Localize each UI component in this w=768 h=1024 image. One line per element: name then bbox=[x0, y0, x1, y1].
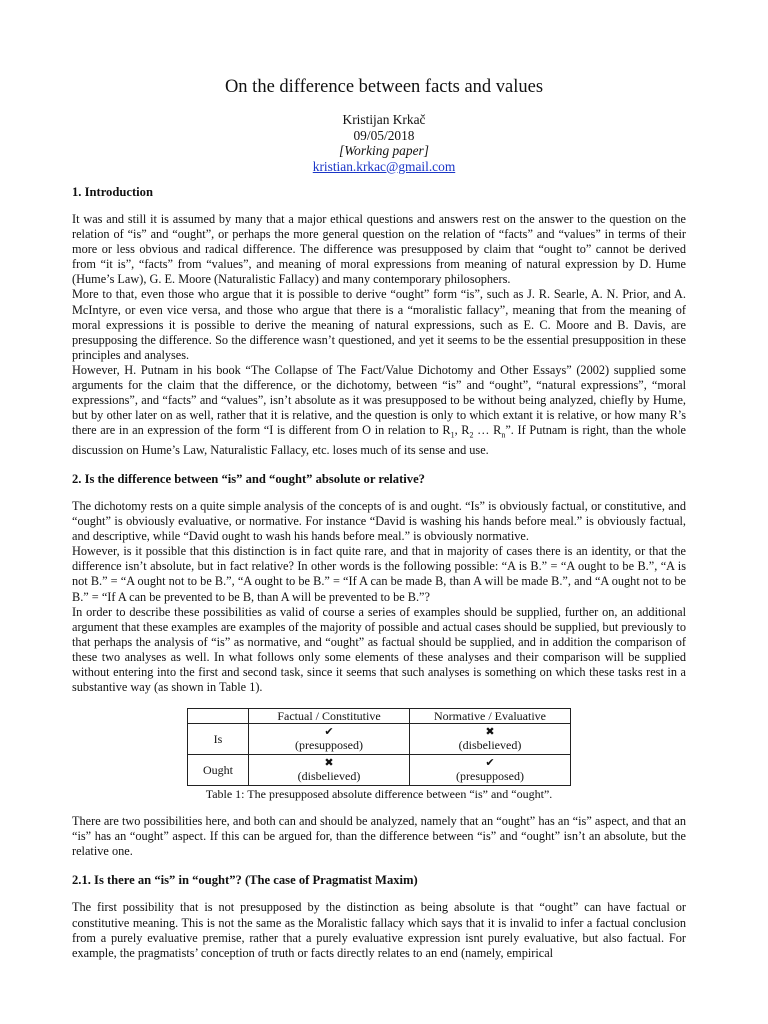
table-corner-cell bbox=[188, 709, 249, 724]
author-email-link[interactable]: kristian.krkac@gmail.com bbox=[312, 158, 456, 174]
section2-paragraph-3: In order to describe these possibilities as valid of course a series of examples should be supplied, further on, an additional argument that these examples are examples of the majority of possible and actual cases should be supplied, but previously to that perhaps the analysis of “is” as normative, and “ought” as factual should be supplied, and in addition the comparison of these two analyses as well. In what follows only some elements of these analyses and their comparison will be supplied without entering into the first and second task, since it seems that such analyses is something on which these tasks rest in a substantive way (as shown in Table 1). bbox=[72, 604, 686, 695]
intro-paragraph-2: More to that, even those who argue that it is possible to derive “ought” form “is”, such as J. R. Searle, A. N. Prior, and A. McIntyre, or even vice versa, and those who argue that there is a “moralistic fallacy”, meaning that from the meaning of moral expressions it is possible to derive the meaning of natural expressions, such as E. C. Moore and B. Davis, are presupposing the difference. So the difference wasn’t questioned, and yet it seems to be the essential presupposition in these principles and analyses. bbox=[72, 287, 686, 362]
paper-body bbox=[72, 184, 686, 961]
cell-note: (presupposed) bbox=[295, 738, 363, 753]
section-heading-difference: 2. Is the difference between “is” and “ought” absolute or relative? bbox=[72, 471, 425, 486]
intro-paragraph-3: However, H. Putnam in his book “The Collapse of The Fact/Value Dichotomy and Other Essays” (2002) supplied some arguments for the claim that the difference, or the dichotomy, between “is” and “ought”, “natural expressions”, “moral expressions”, and “facts” and “values”, isn’t absolute as it was presupposed to be without being analyzed, chiefly by Hume, but by other later on as well, rather that it is relative, and the question is only to which extant it is relative, or how many R’s there are in an expression of the form “I is different from O in relation to $R_1$, $R_2$ … $R_n$”. If Putnam is right, than the whole discussion on Hume’s Law, Naturalistic Fallacy, etc. loses much of its sense and use. bbox=[72, 362, 686, 457]
paper-title: On the difference between facts and values bbox=[224, 77, 544, 97]
table-cell bbox=[410, 755, 571, 786]
check-mark-icon: ✔ bbox=[485, 757, 495, 770]
section-heading-pragmatist-maxim: 2.1. Is there an “is” in “ought”? (The case of Pragmatist Maxim) bbox=[72, 873, 418, 888]
table-cell bbox=[249, 724, 410, 755]
cell-note: (disbelieved) bbox=[458, 738, 522, 753]
section2-paragraph-2: However, is it possible that this distinction is in fact quite rare, and that in majority of cases there is an identity, or that the difference isn’t absolute, but in fact relative? In other words is the following possible: “A is B.” = “A ought to be B.”, “A is not B.” = “A ought not to be B.”, “A ought to be B.” = “If A can be made B, than A will be made B.”, and “A ought not to be B.” = “If A can be prevented to be B, than A will be prevented to be B.”? bbox=[72, 544, 686, 604]
cell-note: (presupposed) bbox=[456, 769, 524, 784]
intro-paragraph-1: It was and still it is assumed by many that a major ethical questions and answers rest on the answer to the question on the relation of “is” and “ought”, or perhaps the more general question on the relation of “facts” and “values” in terms of their more or less obvious and radical difference. The difference was presupposed by claim that “ought to” cannot be derived from “it is”, “facts” from “values”, and meaning of moral expressions from meaning of natural expression by D. Hume (Hume’s Law), G. E. Moore (Naturalistic Fallacy) and many contemporary philosophers. bbox=[72, 212, 686, 287]
check-mark-icon: ✔ bbox=[324, 726, 334, 739]
cell-note: (disbelieved) bbox=[297, 769, 361, 784]
row-header: Ought bbox=[188, 755, 249, 786]
section-heading-introduction: 1. Introduction bbox=[72, 185, 153, 199]
column-header: Normative / Evaluative bbox=[410, 709, 571, 724]
section2-paragraph-4: There are two possibilities here, and both can and should be analyzed, namely that an “ought” has an “is” aspect, and that an “is” has an “ought” aspect. If this can be argued for, than the difference between “is” and “ought” isn’t an absolute, but the relative one. bbox=[72, 814, 686, 859]
cross-mark-icon: ✖ bbox=[485, 726, 495, 739]
author-block bbox=[0, 112, 768, 174]
section2-paragraph-1: The dichotomy rests on a quite simple analysis of the concepts of is and ought. “Is” is obviously factual, or constitutive, and “ought” is obviously evaluative, or normative. For instance “David is washing his hands before meal.” is obviously factual, and descriptive, while “David ought to wash his hands before meal.” is obviously normative. bbox=[72, 498, 686, 544]
paper-date: 09/05/2018 bbox=[353, 127, 415, 143]
table-caption: Table 1: The presupposed absolute difference between “is” and “ought”. bbox=[205, 787, 553, 802]
section21-paragraph-1: The first possibility that is not presupposed by the distinction as being absolute is that “ought” can have factual or constitutive meaning. This is not the same as the Moralistic fallacy which says that it is invalid to infer a factual conclusion from a purely evaluative premise, rather that a purely evaluative expression isnt purely evaluative, but also factual. For example, the pragmatists’ conception of truth or facts directly relates to an end (namely, empirical bbox=[72, 900, 686, 960]
table-cell bbox=[410, 724, 571, 755]
table-1 bbox=[72, 708, 686, 801]
author-name: Kristijan Krkač bbox=[342, 112, 426, 127]
column-header: Factual / Constitutive bbox=[249, 709, 410, 724]
comparison-table bbox=[187, 708, 571, 786]
paper-type: [Working paper] bbox=[339, 143, 429, 159]
table-cell bbox=[249, 755, 410, 786]
cross-mark-icon: ✖ bbox=[324, 757, 334, 770]
row-header: Is bbox=[188, 724, 249, 755]
